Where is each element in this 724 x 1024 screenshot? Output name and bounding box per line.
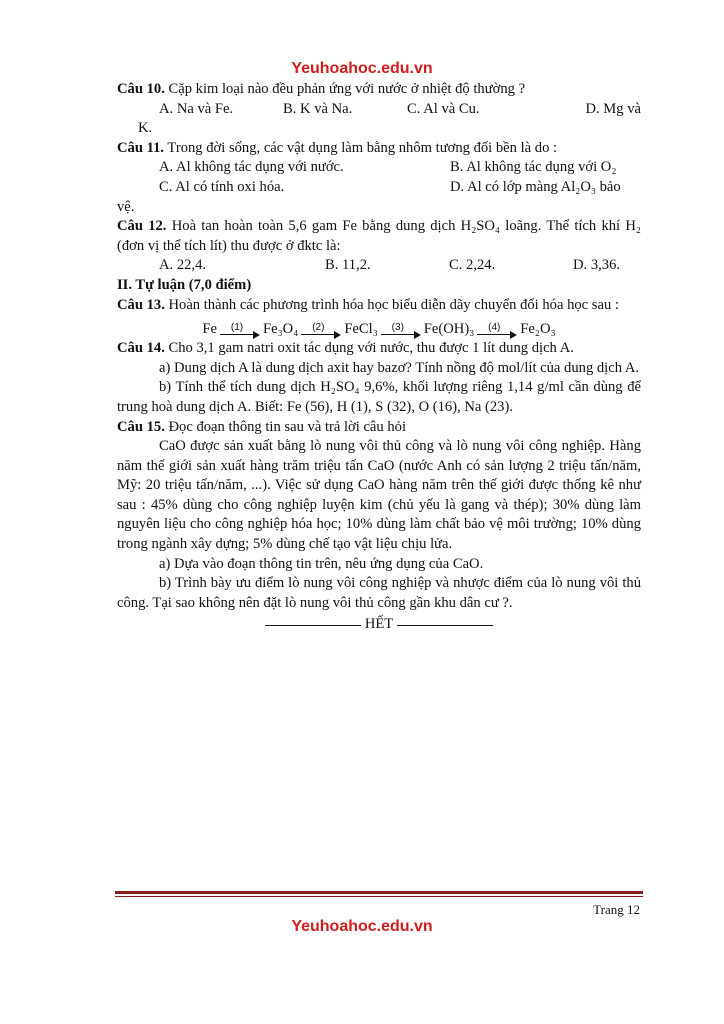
option-c: C. 2,24. [449, 257, 496, 274]
option-b: B. Al không tác dụng với O₂ [450, 159, 617, 176]
chain-compound: Fe(OH)₃ [423, 320, 475, 337]
question-15-part-b: b) Trình bày ưu điểm lò nung vôi công nghiệp và nhược điểm của lò nung vôi thủ công. Tại sao không nên đặt lò nung vôi thủ công gần khu dân cư ?. [117, 575, 641, 611]
chain-compound: Fe₂O₃ [520, 320, 556, 337]
reaction-arrow-icon [381, 322, 421, 339]
end-marker [117, 615, 641, 635]
reaction-arrow-icon [220, 322, 260, 339]
question-label: Câu 14. [117, 340, 165, 357]
step-label: (2) [312, 322, 325, 334]
chain-compound: Fe₃O₄ [263, 320, 299, 337]
question-text: Đọc đoạn thông tin sau và trả lời câu hỏi [164, 418, 407, 435]
option-c: C. Al và Cu. [407, 100, 480, 117]
exam-content [117, 80, 641, 635]
end-rule-right [397, 625, 493, 626]
page-number: Trang 12 [593, 902, 640, 917]
footer-divider [115, 891, 643, 894]
end-text: HẾT [364, 616, 394, 633]
question-label: Câu 13. [117, 296, 165, 313]
question-15-passage: CaO được sản xuất bằng lò nung vôi thủ công và lò nung vôi công nghiệp. Hàng năm thế giới sản xuất hàng trăm triệu tấn CaO (nước Anh có sản lượng 2 triệu tấn/năm, Mỹ: 20 triệu tấn/năm, ...). Việc sử dụng CaO hàng năm trên thế giới được thống kê như sau : 45% dùng cho công nghiệp luyện kim (chủ yếu là gang và thép); 30% dùng làm nguyên liệu cho công nghiệp hóa học; 10% dùng làm chất bảo vệ môi trường; 10% dùng trong ngành xây dựng; 5% dùng chế tạo vật liệu chịu lửa. [117, 438, 641, 553]
question-text: Hoàn thành các phương trình hóa học biểu diễn dãy chuyển đổi hóa học sau : [164, 296, 619, 313]
question-11-options-row2 [117, 178, 641, 198]
question-10 [117, 80, 641, 100]
option-d: D. Al có lớp màng Al₂O₃ bảo [450, 178, 621, 195]
question-13 [117, 296, 641, 316]
question-12 [117, 217, 641, 256]
option-a: A. Al không tác dụng với nước. [159, 159, 344, 176]
question-14-part-b: b) Tính thể tích dung dịch H₂SO₄ 9,6%, khối lượng riêng 1,14 g/ml cần dùng để trung hoà dung dịch A. Biết: Fe (56), H (1), S (32), O (16), Na (23). [117, 379, 641, 415]
reaction-chain [117, 315, 641, 339]
question-15 [117, 418, 641, 438]
option-c: C. Al có tính oxi hóa. [159, 178, 285, 195]
question-label: Câu 10. [117, 81, 165, 97]
step-label: (4) [488, 322, 501, 334]
footer-divider-thin [115, 896, 643, 897]
option-d: D. Mg và [585, 100, 641, 117]
option-d: D. 3,36. [573, 257, 621, 274]
site-header-title: Yeuhoahoc.edu.vn [291, 60, 433, 77]
question-11-options-row1 [117, 158, 641, 178]
section-heading: II. Tự luận (7,0 điểm) [117, 276, 252, 293]
question-11 [117, 139, 641, 159]
site-footer-title: Yeuhoahoc.edu.vn [291, 918, 433, 935]
question-14 [117, 339, 641, 359]
option-b: B. 11,2. [325, 257, 371, 274]
chain-compound: FeCl₃ [344, 320, 378, 337]
question-14-part-a: a) Dung dịch A là dung dịch axit hay bazơ? Tính nồng độ mol/lít của dung dịch A. [159, 359, 640, 376]
question-12-options [117, 256, 641, 276]
question-text: Cặp kim loại nào đều phản ứng với nước ở nhiệt độ thường ? [164, 81, 526, 97]
step-label: (3) [391, 322, 404, 334]
question-text: Trong đời sống, các vật dụng làm bằng nhôm tương đối bền là do : [164, 139, 558, 156]
question-15-part-a: a) Dựa vào đoạn thông tin trên, nêu ứng dụng của CaO. [159, 555, 484, 572]
option-a: A. Na và Fe. [159, 100, 234, 117]
option-a: A. 22,4. [159, 257, 207, 274]
step-label: (1) [230, 322, 244, 334]
option-d-overflow: vệ. [117, 198, 135, 215]
question-label: Câu 11. [117, 139, 165, 156]
option-b: B. K và Na. [283, 100, 353, 117]
option-d-overflow: K. [138, 120, 153, 137]
question-label: Câu 15. [117, 418, 165, 435]
end-rule-left [265, 625, 361, 626]
reaction-arrow-icon [477, 322, 517, 339]
question-text: Hoà tan hoàn toàn 5,6 gam Fe bằng dung dịch H₂SO₄ loãng. Thể tích khí H₂ (đơn vị thể tích lít) thu được ở đktc là: [117, 218, 642, 254]
question-text: Cho 3,1 gam natri oxit tác dụng với nước, thu được 1 lít dung dịch A. [164, 340, 574, 357]
question-10-options [117, 100, 641, 120]
reaction-arrow-icon [301, 322, 341, 339]
chain-compound: Fe [202, 320, 217, 337]
question-label: Câu 12. [117, 218, 167, 235]
